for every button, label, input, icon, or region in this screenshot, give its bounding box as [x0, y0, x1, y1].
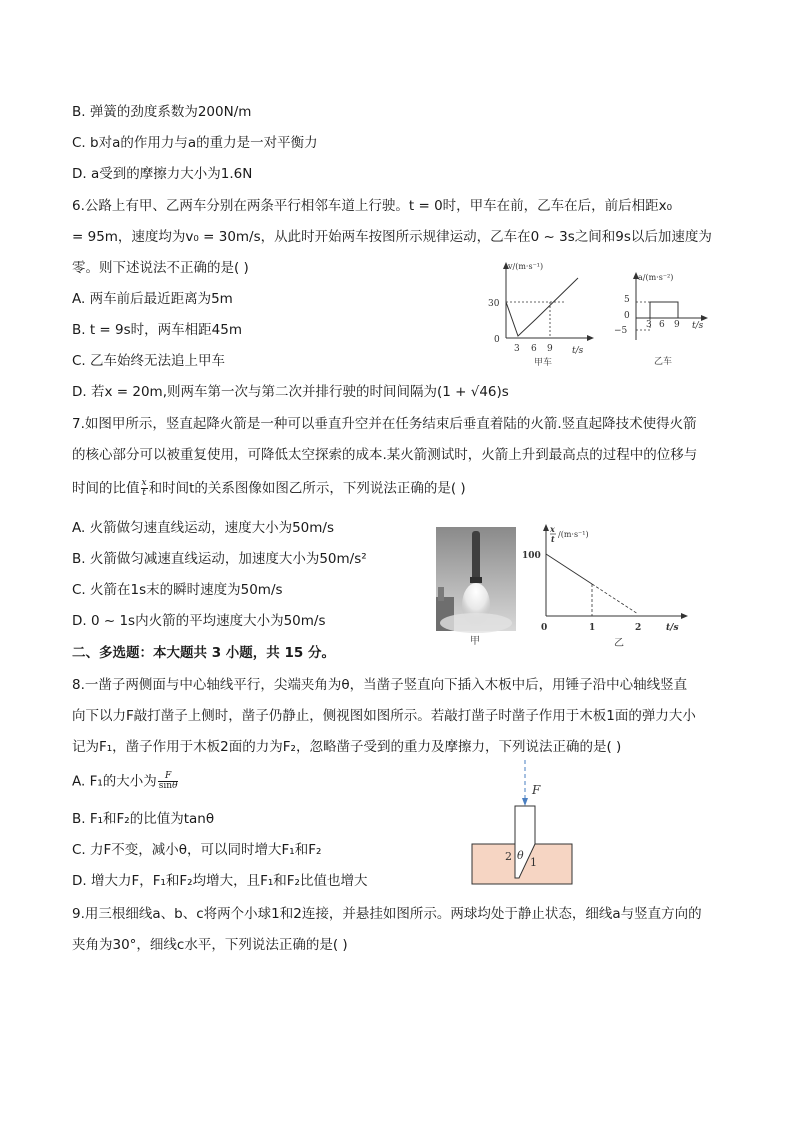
q7-graph-caption: 乙 — [614, 638, 624, 649]
q6-stem-line3: 零。则下述说法不正确的是( ) — [72, 260, 249, 276]
q7-graph-xtick-1: 1 — [589, 623, 596, 633]
q8-chisel-figure — [468, 758, 578, 888]
q6-option-b: B. t = 9s时，两车相距45m — [72, 322, 242, 338]
q6-yi-xlabel: t/s — [692, 321, 704, 331]
q7-option-b: B. 火箭做匀减速直线运动，加速度大小为50m/s² — [72, 551, 367, 567]
q6-jia-xlabel: t/s — [572, 346, 584, 356]
q7-graph-xlabel: t/s — [666, 623, 679, 633]
q6-jia-xtick-3: 3 — [514, 344, 520, 354]
q6-jia-xtick-9: 9 — [547, 344, 553, 354]
svg-text:t: t — [551, 534, 555, 544]
q7-stem-line2: 的核心部分可以被重复使用，可降低太空探索的成本.某火箭测试时，火箭上升到最高点的过程中的位移与 — [72, 447, 698, 463]
q9-stem-line2: 夹角为30°，细线c水平，下列说法正确的是( ) — [72, 937, 348, 953]
q7-graph-ylabel: x/t/(m·s⁻¹) — [520, 522, 526, 523]
q8-option-a — [72, 772, 179, 791]
q7-option-c: C. 火箭在1s末的瞬时速度为50m/s — [72, 582, 283, 598]
q8-force-label: F — [532, 783, 541, 797]
q7-stem-line3-prefix: 时间的比值 — [72, 480, 140, 497]
q6-yi-xtick-6: 6 — [659, 320, 665, 330]
q7-graph-xtick-0: 0 — [541, 623, 548, 633]
q6-graph-yi — [606, 268, 716, 366]
q7-graph-ytick-100: 100 — [522, 551, 541, 561]
q8-face-1-label: 1 — [530, 856, 537, 869]
q7-fraction-x-over-t: $\frac{x}{t}$ — [141, 478, 147, 498]
q6-yi-ytick-5: 5 — [624, 295, 630, 305]
q8-option-c: C. 力F不变，减小θ，可以同时增大F₁和F₂ — [72, 842, 322, 858]
q8-stem-line2: 向下以力F敲打凿子上侧时，凿子仍静止，侧视图如图所示。若敲打凿子时凿子作用于木板1面的弹力大小 — [72, 708, 696, 724]
q6-jia-xtick-6: 6 — [531, 344, 537, 354]
q6-option-c: C. 乙车始终无法追上甲车 — [72, 353, 226, 369]
q8-fraction-f-over-sin: $\frac{F}{\sin\theta}$ — [158, 771, 178, 791]
q6-yi-ytick-neg5: −5 — [614, 326, 628, 336]
q6-jia-ylabel: v/(m·s⁻¹) — [508, 262, 544, 271]
q6-option-a: A. 两车前后最近距离为5m — [72, 291, 233, 307]
q6-yi-xtick-3: 3 — [646, 320, 652, 330]
q7-graph-yi — [520, 522, 690, 650]
q7-stem-line3 — [72, 479, 466, 498]
q8-option-a-text: A. F₁的大小为 — [72, 773, 157, 790]
q6-yi-xtick-9: 9 — [674, 320, 680, 330]
q8-stem-line1: 8.一凿子两侧面与中心轴线平行，尖端夹角为θ，当凿子竖直向下插入木板中后，用锤子沿中心轴线竖直 — [72, 677, 688, 693]
q6-graph-jia — [478, 256, 598, 366]
section-multiple-choice-heading: 二、多选题：本大题共 3 小题，共 15 分。 — [72, 645, 335, 661]
q7-rocket-photo — [436, 527, 516, 647]
q7-option-a: A. 火箭做匀速直线运动，速度大小为50m/s — [72, 520, 334, 536]
q8-angle-theta: θ — [517, 849, 524, 862]
q5-option-b: B. 弹簧的劲度系数为200N/m — [72, 104, 252, 120]
q6-option-d: D. 若x = 20m,则两车第一次与第二次并排行驶的时间间隔为(1 + √46)s — [72, 384, 509, 400]
q8-face-2-label: 2 — [505, 850, 512, 863]
q8-option-b: B. F₁和F₂的比值为tanθ — [72, 811, 215, 827]
q6-yi-caption: 乙车 — [654, 357, 673, 366]
q7-graph-xtick-2: 2 — [635, 623, 642, 633]
q6-yi-ylabel: a/(m·s⁻²) — [638, 273, 674, 282]
q7-stem-line1: 7.如图甲所示，竖直起降火箭是一种可以垂直升空并在任务结束后垂直着陆的火箭.竖直起降技术使得火箭 — [72, 416, 697, 432]
q6-jia-caption: 甲车 — [534, 358, 553, 366]
q6-jia-ytick-30: 30 — [488, 299, 500, 309]
q6-stem-line2: = 95m，速度均为v₀ = 30m/s，从此时开始两车按图所示规律运动，乙车在0 ~ 3s之间和9s以后加速度为 — [72, 229, 712, 245]
q6-yi-ytick-0: 0 — [624, 311, 630, 321]
q7-option-d: D. 0 ~ 1s内火箭的平均速度大小为50m/s — [72, 613, 326, 629]
q5-option-d: D. a受到的摩擦力大小为1.6N — [72, 166, 253, 182]
q9-stem-line1: 9.用三根细线a、b、c将两个小球1和2连接，并悬挂如图所示。两球均处于静止状态，细线a与竖直方向的 — [72, 906, 702, 922]
svg-text:x: x — [550, 524, 555, 534]
q8-option-d: D. 增大力F，F₁和F₂均增大，且F₁和F₂比值也增大 — [72, 873, 368, 889]
q7-photo-caption: 甲 — [470, 636, 480, 647]
q5-option-c: C. b对a的作用力与a的重力是一对平衡力 — [72, 135, 318, 151]
q6-jia-ytick-0: 0 — [494, 335, 500, 345]
svg-text:/(m·s⁻¹): /(m·s⁻¹) — [558, 530, 589, 539]
q6-stem-line1: 6.公路上有甲、乙两车分别在两条平行相邻车道上行驶。t = 0时，甲车在前，乙车在后，前后相距x₀ — [72, 198, 673, 214]
q8-stem-line3: 记为F₁，凿子作用于木板2面的力为F₂，忽略凿子受到的重力及摩擦力，下列说法正确的是( ) — [72, 739, 622, 755]
q7-stem-line3-suffix: 和时间t的关系图像如图乙所示，下列说法正确的是( ) — [148, 480, 466, 497]
